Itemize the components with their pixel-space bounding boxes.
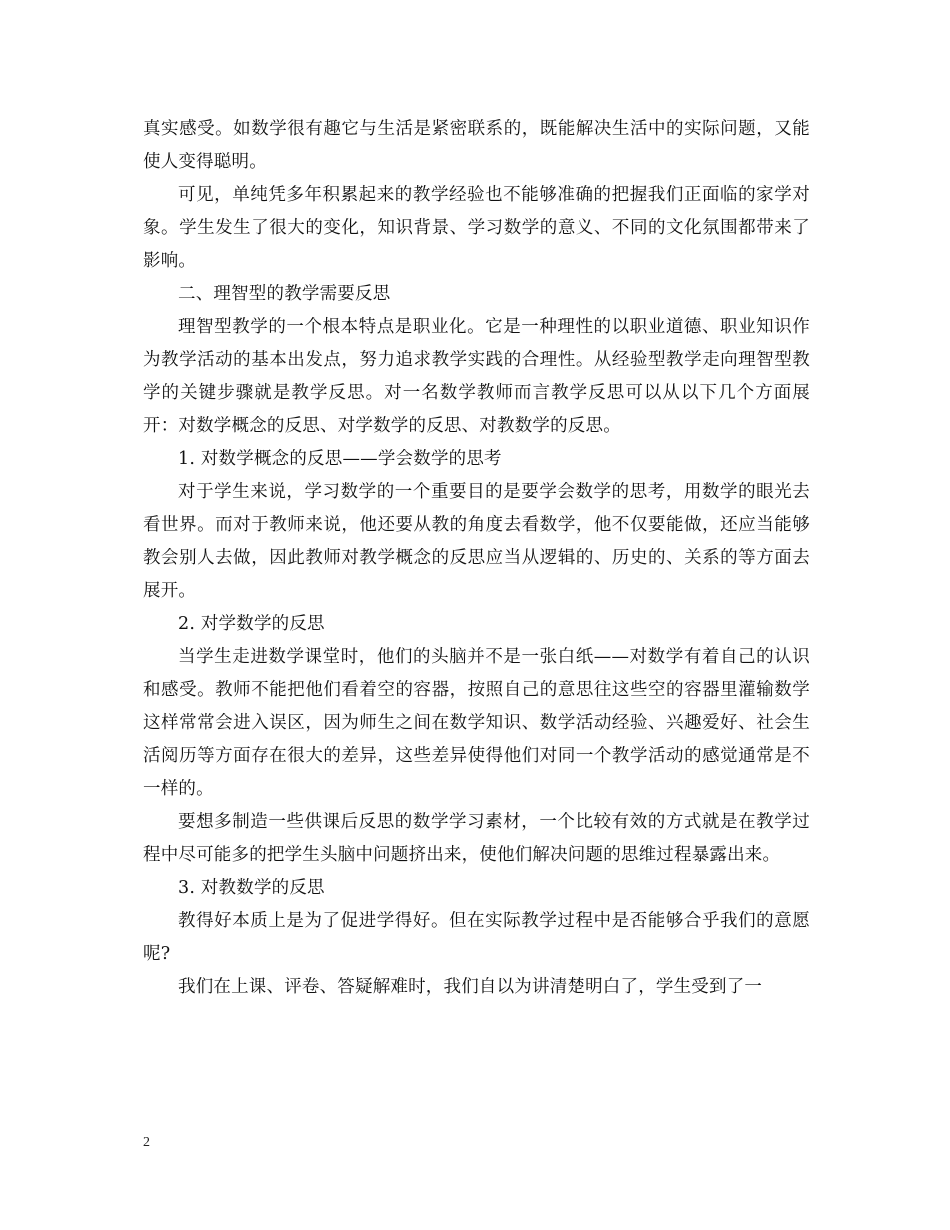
paragraph-continuation: 真实感受。如数学很有趣它与生活是紧密联系的，既能解决生活中的实际问题，又能使人变得聪明。 xyxy=(143,119,810,172)
section-heading-rational-teaching: 二、理智型的教学需要反思 xyxy=(178,284,391,304)
subheading-concept-reflection: 1. 对数学概念的反思——学会数学的思考 xyxy=(178,449,502,469)
paragraph-learning-materials: 要想多制造一些供课后反思的数学学习素材，一个比较有效的方式就是在教学过程中尽可能多的把学生头脑中问题挤出来，使他们解决问题的思维过程暴露出来。 xyxy=(143,812,810,865)
document-body xyxy=(143,113,810,1004)
paragraph-learning-reflection: 当学生走进数学课堂时，他们的头脑并不是一张白纸——对数学有着自己的认识和感受。教师不能把他们看着空的容器，按照自己的意思往这些空的容器里灌输数学这样常常会进入误区，因为师生之间在数学知识、数学活动经验、兴趣爱好、社会生活阅历等方面存在很大的差异，这些差异使得他们对同一个教学活动的感觉通常是不一样的。 xyxy=(143,647,810,799)
subheading-teaching-reflection: 3. 对教数学的反思 xyxy=(178,878,325,898)
paragraph-experience: 可见，单纯凭多年积累起来的教学经验也不能够准确的把握我们正面临的家学对象。学生发生了很大的变化，知识背景、学习数学的意义、不同的文化氛围都带来了影响。 xyxy=(143,185,810,271)
subheading-learning-reflection: 2. 对学数学的反思 xyxy=(178,614,325,634)
paragraph-teaching-practice: 我们在上课、评卷、答疑解难时，我们自以为讲清楚明白了，学生受到了一 xyxy=(178,977,763,997)
page-number: 2 xyxy=(143,1135,150,1150)
paragraph-rational-teaching: 理智型教学的一个根本特点是职业化。它是一种理性的以职业道德、职业知识作为教学活动的基本出发点，努力追求教学实践的合理性。从经验型教学走向理智型教学的关键步骤就是教学反思。对一名数学教师而言教学反思可以从以下几个方面展开：对数学概念的反思、对学数学的反思、对教数学的反思。 xyxy=(143,317,810,436)
paragraph-concept-reflection: 对于学生来说，学习数学的一个重要目的是要学会数学的思考，用数学的眼光去看世界。而对于教师来说，他还要从教的角度去看数学，他不仅要能做，还应当能够教会别人去做，因此教师对教学概念的反思应当从逻辑的、历史的、关系的等方面去展开。 xyxy=(143,482,810,601)
paragraph-teaching-goal: 教得好本质上是为了促进学得好。但在实际教学过程中是否能够合乎我们的意愿呢? xyxy=(143,911,810,964)
